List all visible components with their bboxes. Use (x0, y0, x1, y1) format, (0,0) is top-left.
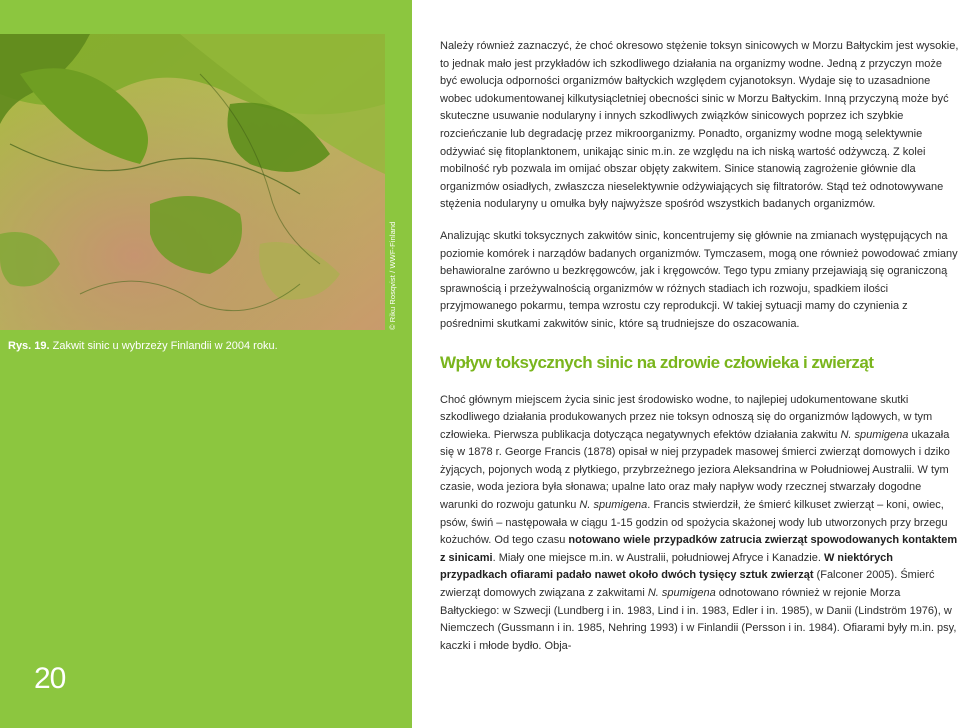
algae-bloom-photo (0, 34, 385, 330)
section-heading: Wpływ toksycznych sinic na zdrowie człowieka i zwierząt (440, 352, 874, 372)
caption-label: Rys. 19. (8, 340, 50, 352)
paragraph-2: Analizując skutki toksycznych zakwitów sinic, koncentrujemy się głównie na zmianach występujących na poziomie komórek i narządów badanych organizmów. Tymczasem, mogą one również powodować zmiany behawioralne zarówno u bezkręgowców, jak i kręgowców. Tego typu zmiany przejawiają się ograniczoną sprawnością i przeżywalnością organizmów w różnych stadiach ich rozwoju, spadkiem ilości przyjmowanego pokarmu, tempa wzrostu czy reprodukcji. W takiej sytuacji mamy do czynienia z pośrednimi skutkami zakwitów sinic, które są trudniejsze do oszacowania. (440, 229, 958, 330)
photo-credit: © Riku Rosqvist / WWF-Finland (388, 221, 397, 330)
sidebar (0, 0, 412, 728)
paragraph-1: Należy również zaznaczyć, że choć okresowo stężenie toksyn sinicowych w Morzu Bałtyckim jest wysokie, to jednak mało jest przykładów ich szkodliwego działania na organizmy wodne. Jedną z przyczyn może być ewolucja odporności organizmów bałtyckich względem cyjanotoksyn. Wydaje się to uzasadnione wobec udokumentowanej kilkutysiącletniej obecności sinic w Morzu Bałtyckim. Inną przyczyną może być skuteczne usuwanie nodularyny i innych szkodliwych związków sinicowych poprzez ich szybkie rozcieńczanie lub degradację przez mikroorganizmy. Ponadto, organizmy wodne mogą selektywnie odżywiać się fitoplanktonem, unikając sinic m.in. ze względu na ich niską wartość odżywczą. Z kolei mobilność ryb pozwala im omijać obszar objęty zakwitem. Sinice stanowią zagrożenie głównie dla organizmów osiadłych, zwłaszcza nieselektywnie odżywiających się filtratorów. Stąd też odnotowywane stężenia nodularyny u omułka były najwyższe spośród wszystkich badanych organizmów. (440, 40, 959, 211)
figure-caption (8, 340, 278, 352)
caption-text: Zakwit sinic u wybrzeży Finlandii w 2004 roku. (52, 340, 278, 352)
paragraph-3: Choć głównym miejscem życia sinic jest środowisko wodne, to najlepiej udokumentowane skutki szkodliwego działania produkowanych przez nie toksyn odnoszą się do organizmów lądowych, w tym człowieka. Pierwsza publikacja dotycząca negatywnych efektów działania zakwitu N. spumigena ukazała się w 1878 r. George Francis (1878) opisał w niej przypadek masowej śmierci zwierząt domowych i dziko żyjących, pojonych wodą z płytkiego, przybrzeżnego jeziora Aleksandrina w Południowej Australii. W tym czasie, woda jeziora była słonawa; upalne lato oraz mały napływ wody rzecznej stwarzały dogodne warunki do rozwoju gatunku N. spumigena. Francis stwierdził, że śmierć kilkuset zwierząt – koni, owiec, psów, świń – następowała w ciągu 1-15 godzin od spożycia skażonej wody lub utworzonych przy brzegu kożuchów. Od tego czasu notowano wiele przypadków zatrucia zwierząt spowodowanych kontaktem z sinicami. Miały one miejsce m.in. w Australii, południowej Afryce i Kanadzie. W niektórych przypadkach ofiarami padało nawet około dwóch tysięcy sztuk zwierząt (Falconer 2005). Śmierć zwierząt domowych związana z zakwitami N. spumigena odnotowano również w rejonie Morza Bałtyckiego: w Szwecji (Lundberg i in. 1983, Lind i in. 1983, Edler i in. 1985), w Danii (Lindström 1976), w Niemczech (Gussmann i in. 1985, Nehring 1993) i w Finlandii (Persson i in. 1984). Ofiarami były m.in. psy, kaczki i młode bydło. Obja- (440, 393, 958, 652)
page-number: 20 (34, 662, 66, 695)
main-text (440, 38, 960, 655)
